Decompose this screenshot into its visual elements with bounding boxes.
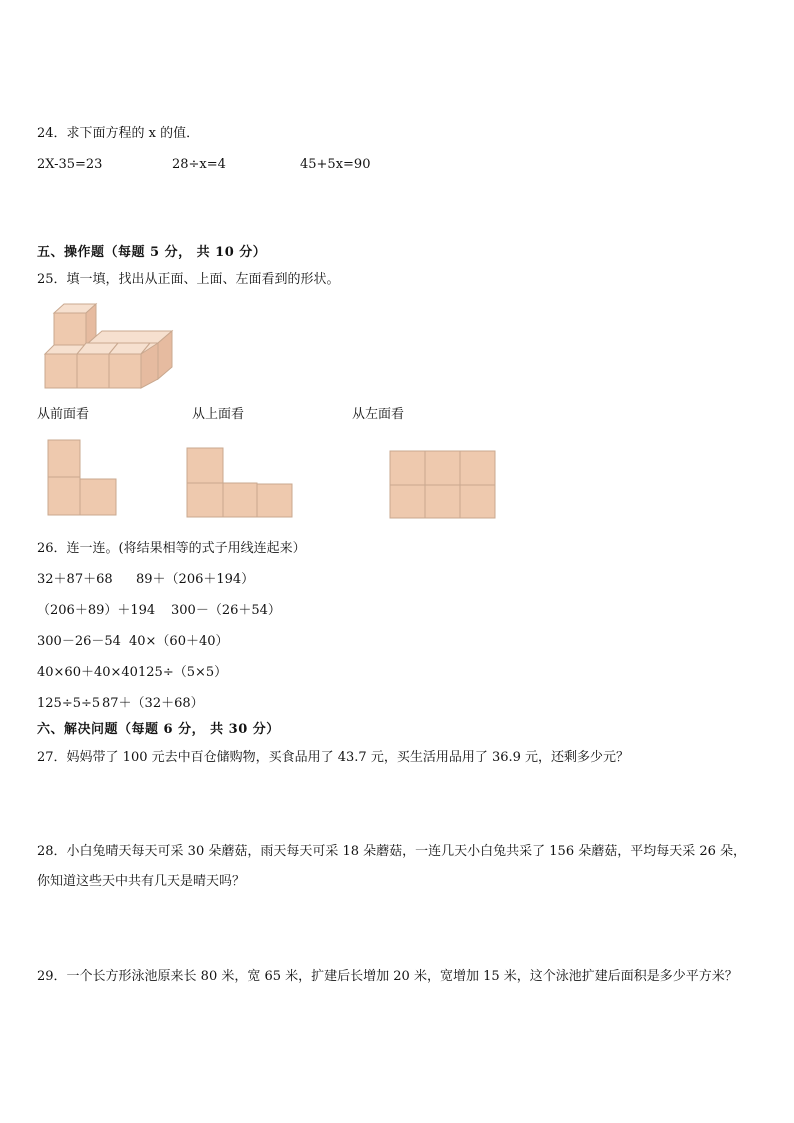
q26-row-2-right: 300－（26＋54） — [171, 603, 281, 618]
q26-row-4-left: 40×60＋40×40 — [37, 665, 138, 680]
section5-title: 五、操作题（每题 5 分， 共 10 分） — [37, 245, 267, 260]
q26-row-1-left: 32＋87＋68 — [37, 572, 113, 587]
q26-row-5-right: 87＋（32＋68） — [102, 696, 204, 711]
section6-title: 六、解决问题（每题 6 分， 共 30 分） — [37, 722, 280, 737]
q24-equation-1: 2X-35=23 — [37, 157, 103, 172]
cube-arrangement-figure — [40, 300, 175, 392]
left-view-figure — [389, 450, 497, 520]
q28-text-line-1: 28．小白兔晴天每天可采 30 朵蘑菇，雨天每天可采 18 朵蘑菇，一连几天小白兔共采了 156 朵蘑菇，平均每天采 26 朵， — [37, 844, 747, 859]
q26-row-4-right: 125÷（5×5） — [138, 665, 228, 680]
front-view-figure — [47, 439, 117, 517]
q24-equation-2: 28÷x=4 — [172, 157, 226, 172]
top-view-figure — [186, 447, 294, 519]
q26-row-2-left: （206＋89）＋194 — [37, 603, 156, 618]
q26-row-3-left: 300－26－54 — [37, 634, 121, 649]
q26-row-1-right: 89＋（206＋194） — [136, 572, 255, 587]
q26-title: 26．连一连。(将结果相等的式子用线连起来） — [37, 541, 306, 556]
q27-text: 27．妈妈带了 100 元去中百仓储购物，买食品用了 43.7 元，买生活用品用了 36.9 元，还剩多少元？ — [37, 750, 630, 765]
q24-equation-3: 45+5x=90 — [300, 157, 371, 172]
q28-text-line-2: 你知道这些天中共有几天是晴天吗？ — [37, 874, 246, 889]
q26-row-5-left: 125÷5÷5 — [37, 696, 101, 711]
view-label-top: 从上面看 — [192, 407, 245, 422]
view-label-front: 从前面看 — [37, 407, 90, 422]
q24-title: 24．求下面方程的 x 的值． — [37, 126, 200, 141]
q25-title: 25．填一填，找出从正面、上面、左面看到的形状。 — [37, 272, 340, 287]
view-label-left: 从左面看 — [352, 407, 405, 422]
q29-text: 29．一个长方形泳池原来长 80 米，宽 65 米，扩建后长增加 20 米，宽增加 15 米，这个泳池扩建后面积是多少平方米？ — [37, 969, 738, 984]
q26-row-3-right: 40×（60＋40） — [129, 634, 229, 649]
